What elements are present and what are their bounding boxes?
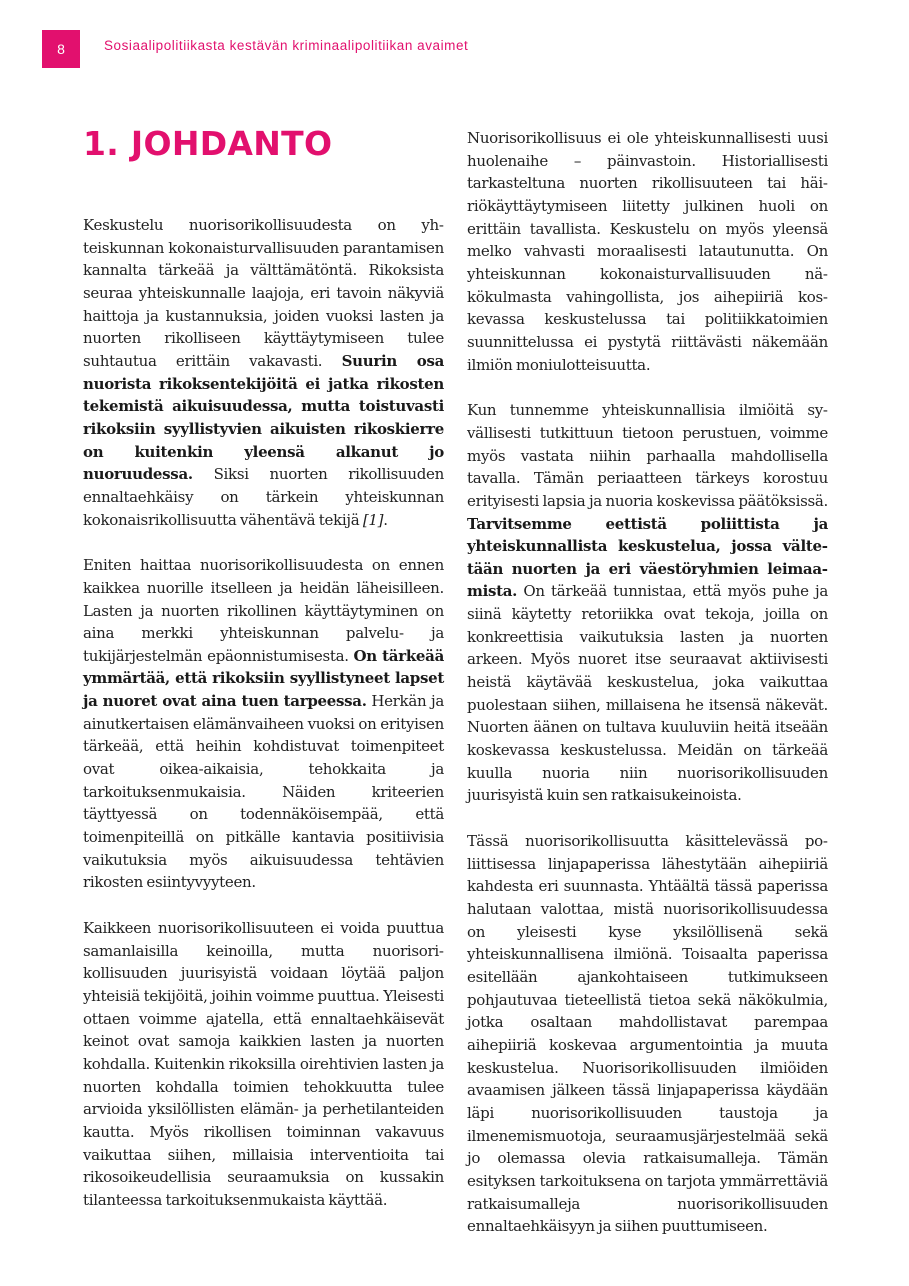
paragraph-5-emphasis: Tarvitsemme eettistä poliittista ja yhteiskunnallista keskustelua, jossa vältetään nuorten ja eri väestöryhmien leimaamista.: [467, 514, 828, 601]
paragraph-2-emphasis: On tärkeää ymmärtää, että rikoksiin syyllistyneet lapset ja nuoret ovat aina tuen tarpeessa.: [83, 646, 445, 711]
paragraph-5-text-cont: On tärkeää tunnistaa, että myös puhe ja siinä käytetty retoriikka ovat tekoja, joilla on konkreettisia vaikutuksia lasten ja nuorten arkeen. Myös nuoret itse seuraavat aktiivisesti heistä käytävää keskustelua, joka vaikuttaa puolestaan siihen, millaisena he itsensä näkevät. Nuorten äänen on tultava kuuluviin heitä itseään koskevassa keskustelussa. Meidän on tärkeää kuulla nuoria niin nuorisorikollisuuden juurisyistä kuin sen ratkaisukeinoista.: [467, 582, 828, 805]
paragraph-3: Kaikkeen nuorisorikollisuuteen ei voida puuttua samanlaisilla keinoilla, mutta nuorisorikollisuuden juurisyistä voidaan löytää paljon yhteisiä tekijöitä, joihin voimme puuttua. Yleisesti ottaen voimme ajatella, että ennaltaehkäisevät keinot ovat samoja kaikkien lasten ja nuorten kohdalla. Kuitenkin rikoksilla oirehtivien lasten ja nuorten kohdalla toimien tehokkuutta tulee arvioida yksilöllisten elämän- ja perhetilanteiden kautta. Myös rikollisen toiminnan vakavuus vaikuttaa siihen, millaisia interventioita tai rikosoikeudellisia seuraamuksia on kussakin tilanteessa tarkoituksenmukaista käyttää.: [83, 919, 444, 1209]
page-number-badge: [42, 30, 80, 68]
paragraph-5: [467, 399, 828, 807]
paragraph-1-emphasis: Suurin osa nuorista rikoksentekijöitä ei jatka rikosten tekemistä aikuisuudessa, mutta toistuvasti rikoksiin syyllistyvien aikuisten rikoskierre on kuitenkin yleensä alkanut jo nuoruudessa.: [83, 351, 445, 484]
paragraph-6: Tässä nuorisorikollisuutta käsittelevässä poliittisessa linjapaperissa lähestytään aihepiiriä kahdesta eri suunnasta. Yhtäältä tässä paperissa halutaan valottaa, mistä nuorisorikollisuudessa on yleisesti kyse yksilöllisenä sekä yhteiskunnallisena ilmiönä. Toisaalta paperissa esitellään ajankohtaiseen tutkimukseen pohjautuvaa tieteellistä tietoa sekä näkökulmia, jotka osaltaan mahdollistavat parempaa aihepiiriä koskevaa argumentointia ja muuta keskustelua. Nuorisorikollisuuden ilmiöiden avaamisen jälkeen tässä linjapaperissa käydään läpi nuorisorikollisuuden taustoja ja ilmenemismuotoja, seuraamusjärjestelmää sekä jo olemassa olevia ratkaisumalleja. Tämän esityksen tarkoituksena on tarjota ymmärrettäviä ratkaisumalleja nuorisorikollisuuden ennaltaehkäisyyn ja siihen puuttumiseen.: [467, 832, 828, 1236]
running-header: Sosiaalipolitiikasta kestävän kriminaalipolitiikan avaimet: [104, 38, 469, 53]
chapter-title: 1. JOHDANTO: [83, 124, 333, 163]
paragraph-1: [83, 214, 444, 531]
paragraph-1-text: Keskustelu nuorisorikollisuudesta on yhteiskunnan kokonaisturvallisuuden parantamisen kannalta tärkeää ja välttämätöntä. Rikoksista seuraa yhteiskunnalle laajoja, eri tavoin näkyviä haittoja ja kustannuksia, joiden vuoksi lasten ja nuorten rikolliseen käyttäytymiseen tulee suhtautua erittäin vakavasti.: [83, 216, 444, 370]
paragraph-2-text-cont: Herkän ja ainutkertaisen elämänvaiheen vuoksi on erityisen tärkeää, että heihin kohdistuvat toimenpiteet ovat oikea-aikaisia, tehokkaita ja tarkoituksenmukaisia. Näiden kriteerien täyttyessä on todennäköisempää, että toimenpiteillä on pitkälle kantavia positiivisia vaikutuksia myös aikuisuudessa tehtävien rikosten esiintyvyyteen.: [83, 692, 445, 892]
paragraph-1-end: .: [383, 510, 388, 529]
paragraph-2: [83, 554, 444, 894]
left-column: [83, 214, 444, 1235]
right-column: [467, 127, 828, 1261]
page-number: 8: [57, 41, 65, 57]
paragraph-5-text: Kun tunnemme yhteiskunnallisia ilmiöitä syvällisesti tutkittuun tietoon perustuen, voimme myös vastata niihin parhaalla mahdollisella tavalla. Tämän periaatteen tärkeys korostuu erityisesti lapsia ja nuoria koskevissa päätöksissä.: [467, 401, 828, 510]
reference-marker: [1]: [362, 510, 384, 529]
paragraph-4: Nuorisorikollisuus ei ole yhteiskunnallisesti uusi huolenaihe – päinvastoin. Historiallisesti tarkasteltuna nuorten rikollisuuteen tai häiriökäyttäytymiseen liitetty julkinen huoli on erittäin tavallista. Keskustelu on myös yleensä melko vahvasti moraalisesti latautunutta. On yhteiskunnan kokonaisturvallisuuden näkökulmasta vahingollista, jos aihepiiriä koskevassa keskustelussa tai politiikkatoimien suunnittelussa ei pystytä riittävästi näkemään ilmiön moniulotteisuutta.: [467, 129, 828, 374]
paragraph-1-text-cont: Siksi nuorten rikollisuuden ennaltaehkäisy on tärkein yhteiskunnan kokonaisrikollisuutta vähentävä tekijä: [83, 465, 444, 529]
paragraph-2-text: Eniten haittaa nuorisorikollisuudesta on ennen kaikkea nuorille itselleen ja heidän läheisilleen. Lasten ja nuorten rikollinen käyttäytyminen on aina merkki yhteiskunnan palvelu- ja tukijärjestelmän epäonnistumisesta.: [83, 556, 444, 665]
